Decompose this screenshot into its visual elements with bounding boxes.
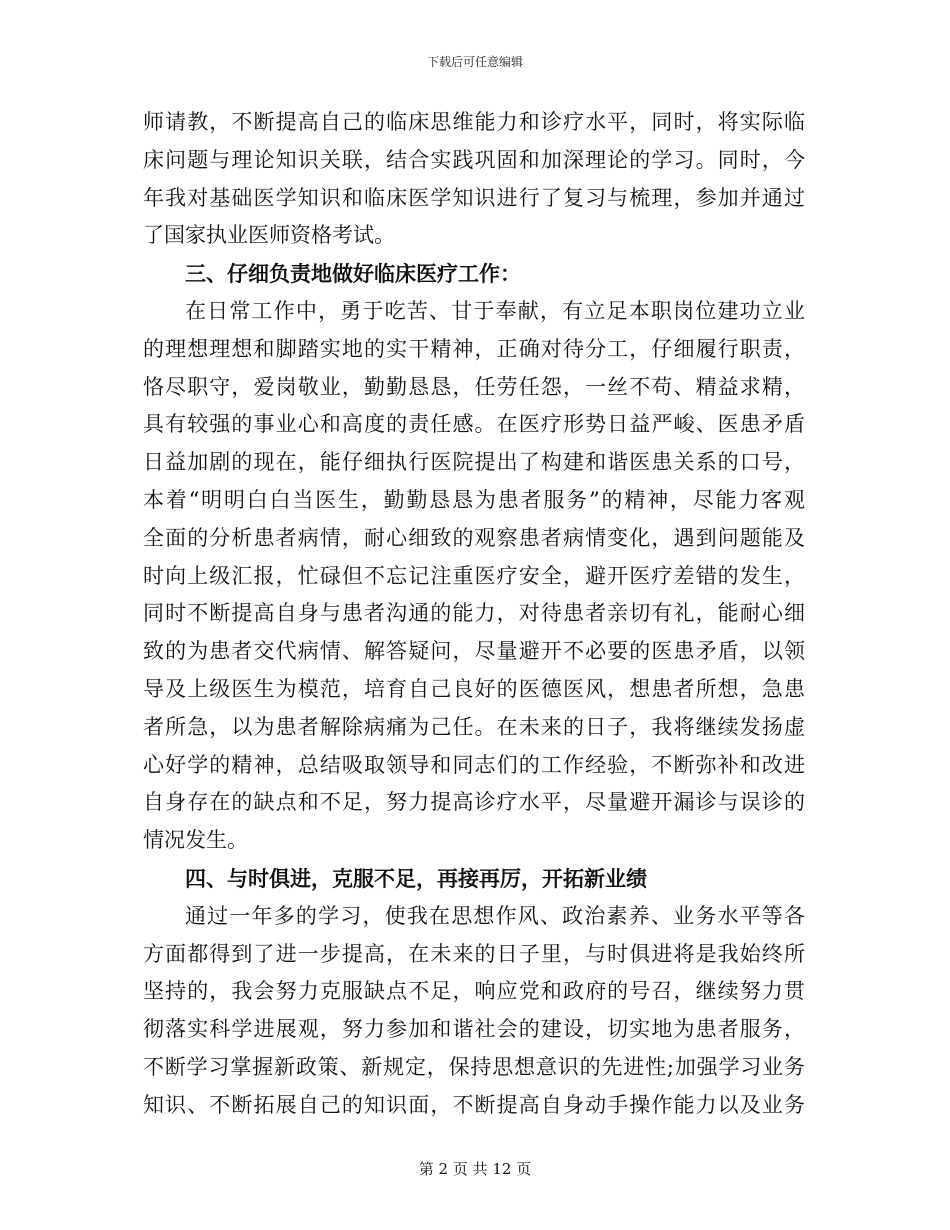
- body-text-line: 本着“明明白白当医生，勤勤恳恳为患者服务”的精神，尽能力客观: [143, 487, 805, 512]
- body-text-line: 在日常工作中，勇于吃苦、甘于奉献，有立足本职岗位建功立业: [185, 298, 805, 323]
- body-text-line: 日益加剧的现在，能仔细执行医院提出了构建和谐医患关系的口号，: [143, 450, 805, 475]
- body-text-line: 恪尽职守，爱岗敬业，勤勤恳恳，任劳任怨，一丝不苟、精益求精，: [143, 374, 805, 399]
- body-text-line: 通过一年多的学习，使我在思想作风、政治素养、业务水平等各: [185, 903, 805, 928]
- body-text-line: 同时不断提高自身与患者沟通的能力，对待患者亲切有礼，能耐心细: [143, 601, 805, 626]
- body-text-line: 方面都得到了进一步提高，在未来的日子里，与时俱进将是我始终所: [143, 941, 805, 966]
- body-text-line: 的理想理想和脚踏实地的实干精神，正确对待分工，仔细履行职责，: [143, 336, 805, 361]
- body-text-line: 了国家执业医师资格考试。: [143, 223, 395, 248]
- body-text-line: 情况发生。: [143, 828, 248, 853]
- section-heading: 四、与时俱进，克服不足，再接再厉，开拓新业绩: [185, 865, 647, 891]
- body-text-line: 心好学的精神，总结吸取领导和同志们的工作经验，不断弥补和改进: [143, 752, 805, 777]
- body-text-line: 知识、不断拓展自己的知识面，不断提高自身动手操作能力以及业务: [143, 1092, 805, 1117]
- body-text-line: 致的为患者交代病情、解答疑问，尽量避开不必要的医患矛盾，以领: [143, 639, 805, 664]
- body-text-line: 不断学习掌握新政策、新规定，保持思想意识的先进性;加强学习业务: [143, 1054, 805, 1079]
- body-text-line: 年我对基础医学知识和临床医学知识进行了复习与梳理，参加并通过: [143, 185, 805, 210]
- body-text-line: 彻落实科学进展观，努力参加和谐社会的建设，切实地为患者服务，: [143, 1017, 805, 1042]
- body-text-line: 坚持的，我会努力克服缺点不足，响应党和政府的号召，继续努力贯: [143, 979, 805, 1004]
- section-heading: 三、仔细负责地做好临床医疗工作：: [185, 261, 521, 287]
- body-text-line: 全面的分析患者病情，耐心细致的观察患者病情变化，遇到问题能及: [143, 525, 805, 550]
- body-text-line: 导及上级医生为模范，培育自己良好的医德医风，想患者所想，急患: [143, 676, 805, 701]
- body-text-line: 床问题与理论知识关联，结合实践巩固和加深理论的学习。同时，今: [143, 147, 805, 172]
- body-text-line: 时向上级汇报，忙碌但不忘记注重医疗安全，避开医疗差错的发生，: [143, 563, 805, 588]
- body-text-line: 自身存在的缺点和不足，努力提高诊疗水平，尽量避开漏诊与误诊的: [143, 790, 805, 815]
- body-text-line: 者所急，以为患者解除病痛为己任。在未来的日子，我将继续发扬虚: [143, 714, 805, 739]
- page-number: 第 2 页 共 12 页: [418, 1160, 532, 1178]
- body-text-line: 具有较强的事业心和高度的责任感。在医疗形势日益严峻、医患矛盾: [143, 412, 805, 437]
- page-header-note: 下载后可任意编辑: [426, 55, 523, 69]
- body-text-line: 师请教，不断提高自己的临床思维能力和诊疗水平，同时，将实际临: [143, 110, 805, 134]
- document-body: [143, 104, 805, 1125]
